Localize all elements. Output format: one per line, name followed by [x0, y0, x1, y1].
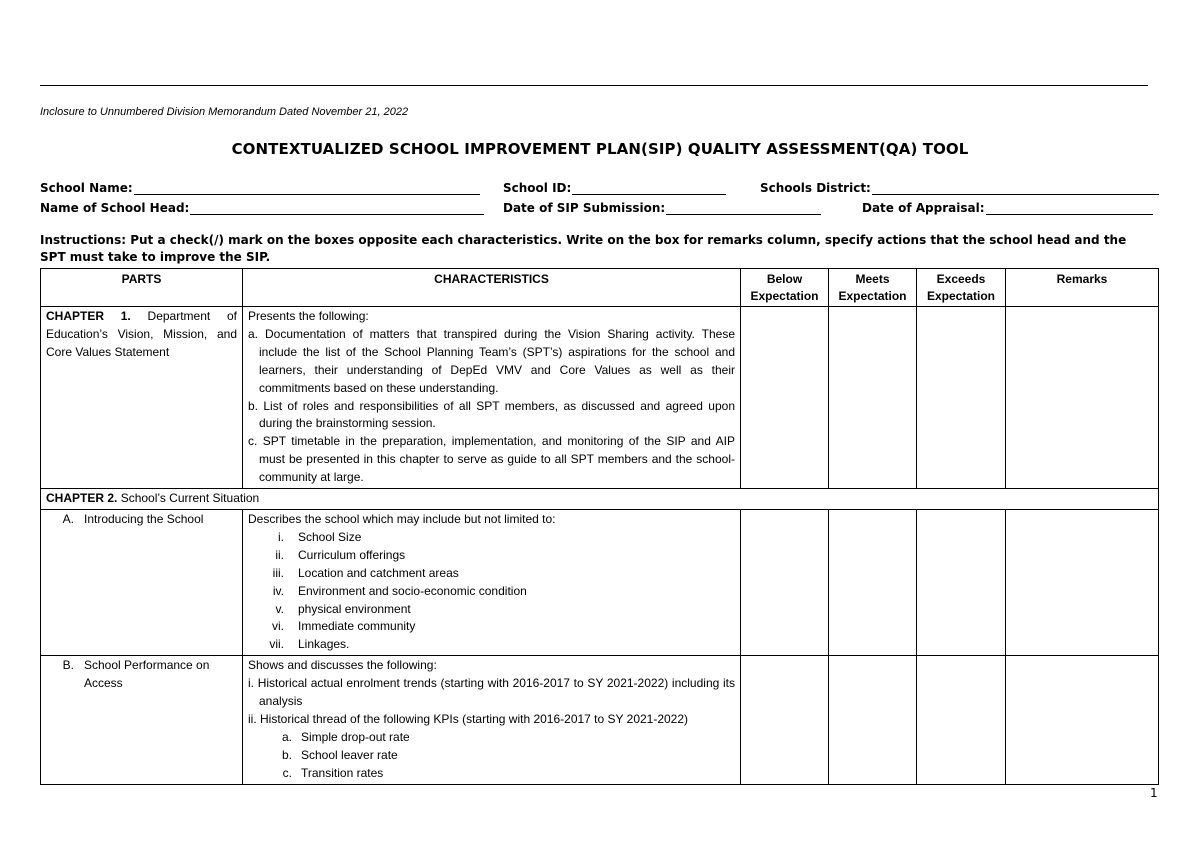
chapter1-item-b: b. List of roles and responsibilities of all SPT members, as discussed and agreed upon during the brainstorming session.: [248, 398, 735, 431]
chapter1-item-c: c. SPT timetable in the preparation, implementation, and monitoring of the SIP and AIP must be presented in this chapter to serve as guide to all SPT members and the school-community at large.: [248, 434, 735, 485]
item-text: Simple drop-out rate: [301, 729, 410, 744]
table-row: [41, 656, 1159, 784]
exceeds-header-line1: Exceeds: [936, 272, 986, 286]
section-b-exceeds-checkbox[interactable]: [917, 656, 1006, 784]
list-item: [248, 618, 735, 636]
table-row: [41, 489, 1159, 510]
chapter1-label: CHAPTER 1.: [46, 309, 131, 323]
item-number: v.: [275, 601, 284, 616]
remarks-header: Remarks: [1006, 269, 1159, 307]
chapter1-title: Department of Education’s Vision, Mission, and Core Values Statement: [46, 309, 237, 359]
section-b-item-ii: ii. Historical thread of the following KPIs (starting with 2016-2017 to SY 2021-2022): [248, 711, 689, 726]
section-a-intro: Describes the school which may include but not limited to:: [248, 511, 556, 526]
item-text: School Size: [298, 529, 362, 544]
section-a-exceeds-checkbox[interactable]: [917, 509, 1006, 655]
item-number: iv.: [272, 583, 284, 598]
below-header-line1: Below: [766, 272, 803, 286]
section-b-intro: Shows and discusses the following:: [248, 658, 437, 673]
section-b-item-i: i. Historical actual enrolment trends (starting with 2016-2017 to SY 2021-2022) including its analysis: [248, 676, 735, 709]
meets-expectation-header: [829, 269, 917, 307]
section-b-title: School Performance on Access: [84, 658, 210, 691]
table-row: [41, 307, 1159, 489]
item-number: ii.: [275, 547, 284, 562]
chapter1-characteristics-cell: [243, 307, 741, 489]
sip-submission-line: [666, 202, 821, 215]
item-text: Immediate community: [298, 619, 416, 634]
school-id-label: School ID:: [503, 181, 572, 195]
meets-header-line1: Meets: [855, 272, 890, 286]
school-name-line: [134, 182, 480, 195]
sip-submission-field: [503, 201, 821, 215]
school-head-label: Name of School Head:: [40, 201, 190, 215]
item-number: vii.: [269, 637, 284, 652]
document-title: CONTEXTUALIZED SCHOOL IMPROVEMENT PLAN(SIP) QUALITY ASSESSMENT(QA) TOOL: [231, 140, 969, 158]
item-number: iii.: [272, 565, 284, 580]
section-b-characteristics-cell: [243, 656, 741, 784]
item-text: Linkages.: [298, 637, 350, 652]
chapter1-below-checkbox[interactable]: [741, 307, 829, 489]
item-text: Curriculum offerings: [298, 547, 406, 562]
qa-table: [40, 268, 1159, 785]
appraisal-field: [862, 201, 1153, 215]
section-b-num: B.: [62, 658, 74, 673]
item-number: i.: [278, 529, 284, 544]
item-text: Location and catchment areas: [298, 565, 459, 580]
list-item: [248, 529, 735, 547]
schools-district-label: Schools District:: [760, 181, 871, 195]
list-item: [248, 565, 735, 583]
section-a-label: [46, 511, 237, 529]
school-name-label: School Name:: [40, 181, 133, 195]
item-text: School leaver rate: [301, 747, 398, 762]
below-header-line2: Expectation: [750, 289, 819, 303]
list-item: [248, 765, 735, 783]
top-rule: [40, 85, 1148, 86]
item-number: b.: [281, 747, 292, 762]
item-number: a.: [281, 729, 292, 744]
section-a-remarks-cell[interactable]: [1006, 509, 1159, 655]
chapter2-heading-cell: [41, 489, 1159, 510]
section-a-below-checkbox[interactable]: [741, 509, 829, 655]
chapter1-exceeds-checkbox[interactable]: [917, 307, 1006, 489]
exceeds-header-line2: Expectation: [926, 289, 995, 303]
section-a-meets-checkbox[interactable]: [829, 509, 917, 655]
item-text: Transition rates: [301, 765, 384, 780]
list-item: [248, 583, 735, 601]
below-expectation-header: [741, 269, 829, 307]
list-item: [248, 547, 735, 565]
section-b-label: [46, 657, 237, 693]
section-a-num: A.: [62, 511, 74, 526]
school-head-field: [40, 201, 484, 215]
section-b-meets-checkbox[interactable]: [829, 656, 917, 784]
characteristics-header: CHARACTERISTICS: [243, 269, 741, 307]
exceeds-expectation-header: [917, 269, 1006, 307]
meets-header-line2: Expectation: [838, 289, 907, 303]
chapter2-label: CHAPTER 2.: [46, 491, 118, 506]
section-a-part-cell: [41, 509, 243, 655]
appraisal-label: Date of Appraisal:: [862, 201, 985, 215]
chapter1-part-cell: [41, 307, 243, 489]
section-a-characteristics-cell: [243, 509, 741, 655]
item-number: c.: [282, 765, 292, 780]
school-id-field: [503, 181, 726, 195]
section-a-title: Introducing the School: [84, 511, 204, 526]
page-number: 1: [1150, 786, 1158, 800]
section-b-below-checkbox[interactable]: [741, 656, 829, 784]
schools-district-field: [760, 181, 1159, 195]
chapter2-title: School’s Current Situation: [120, 491, 260, 506]
chapter1-remarks-cell[interactable]: [1006, 307, 1159, 489]
section-b-part-cell: [41, 656, 243, 784]
schools-district-line: [872, 182, 1159, 195]
school-head-line: [190, 202, 484, 215]
item-text: physical environment: [298, 601, 411, 616]
item-number: vi.: [272, 619, 284, 634]
list-item: [248, 747, 735, 765]
list-item: [248, 636, 735, 654]
table-header-row: [41, 269, 1159, 307]
section-b-remarks-cell[interactable]: [1006, 656, 1159, 784]
chapter1-meets-checkbox[interactable]: [829, 307, 917, 489]
chapter1-item-a: a. Documentation of matters that transpired during the Vision Sharing activity. These include the list of the School Planning Team’s (SPT’s) aspirations for the school and learners, their understanding of DepEd VMV and Core Values as well as their commitments based on these understanding.: [248, 326, 735, 395]
instructions: Instructions: Put a check(/) mark on the boxes opposite each characteristics. Write on the box for remarks column, specify actions that the school head and the SPT must take to improve the SIP.: [40, 233, 1127, 264]
appraisal-line: [986, 202, 1153, 215]
parts-header: PARTS: [41, 269, 243, 307]
school-id-line: [572, 182, 726, 195]
item-text: Environment and socio-economic condition: [298, 583, 527, 598]
school-name-field: [40, 181, 480, 195]
chapter1-intro: Presents the following:: [248, 309, 369, 323]
list-item: [248, 729, 735, 747]
sip-submission-label: Date of SIP Submission:: [503, 201, 666, 215]
enclosure-note: Inclosure to Unnumbered Division Memorandum Dated November 21, 2022: [40, 106, 409, 118]
table-row: [41, 509, 1159, 655]
list-item: [248, 601, 735, 619]
